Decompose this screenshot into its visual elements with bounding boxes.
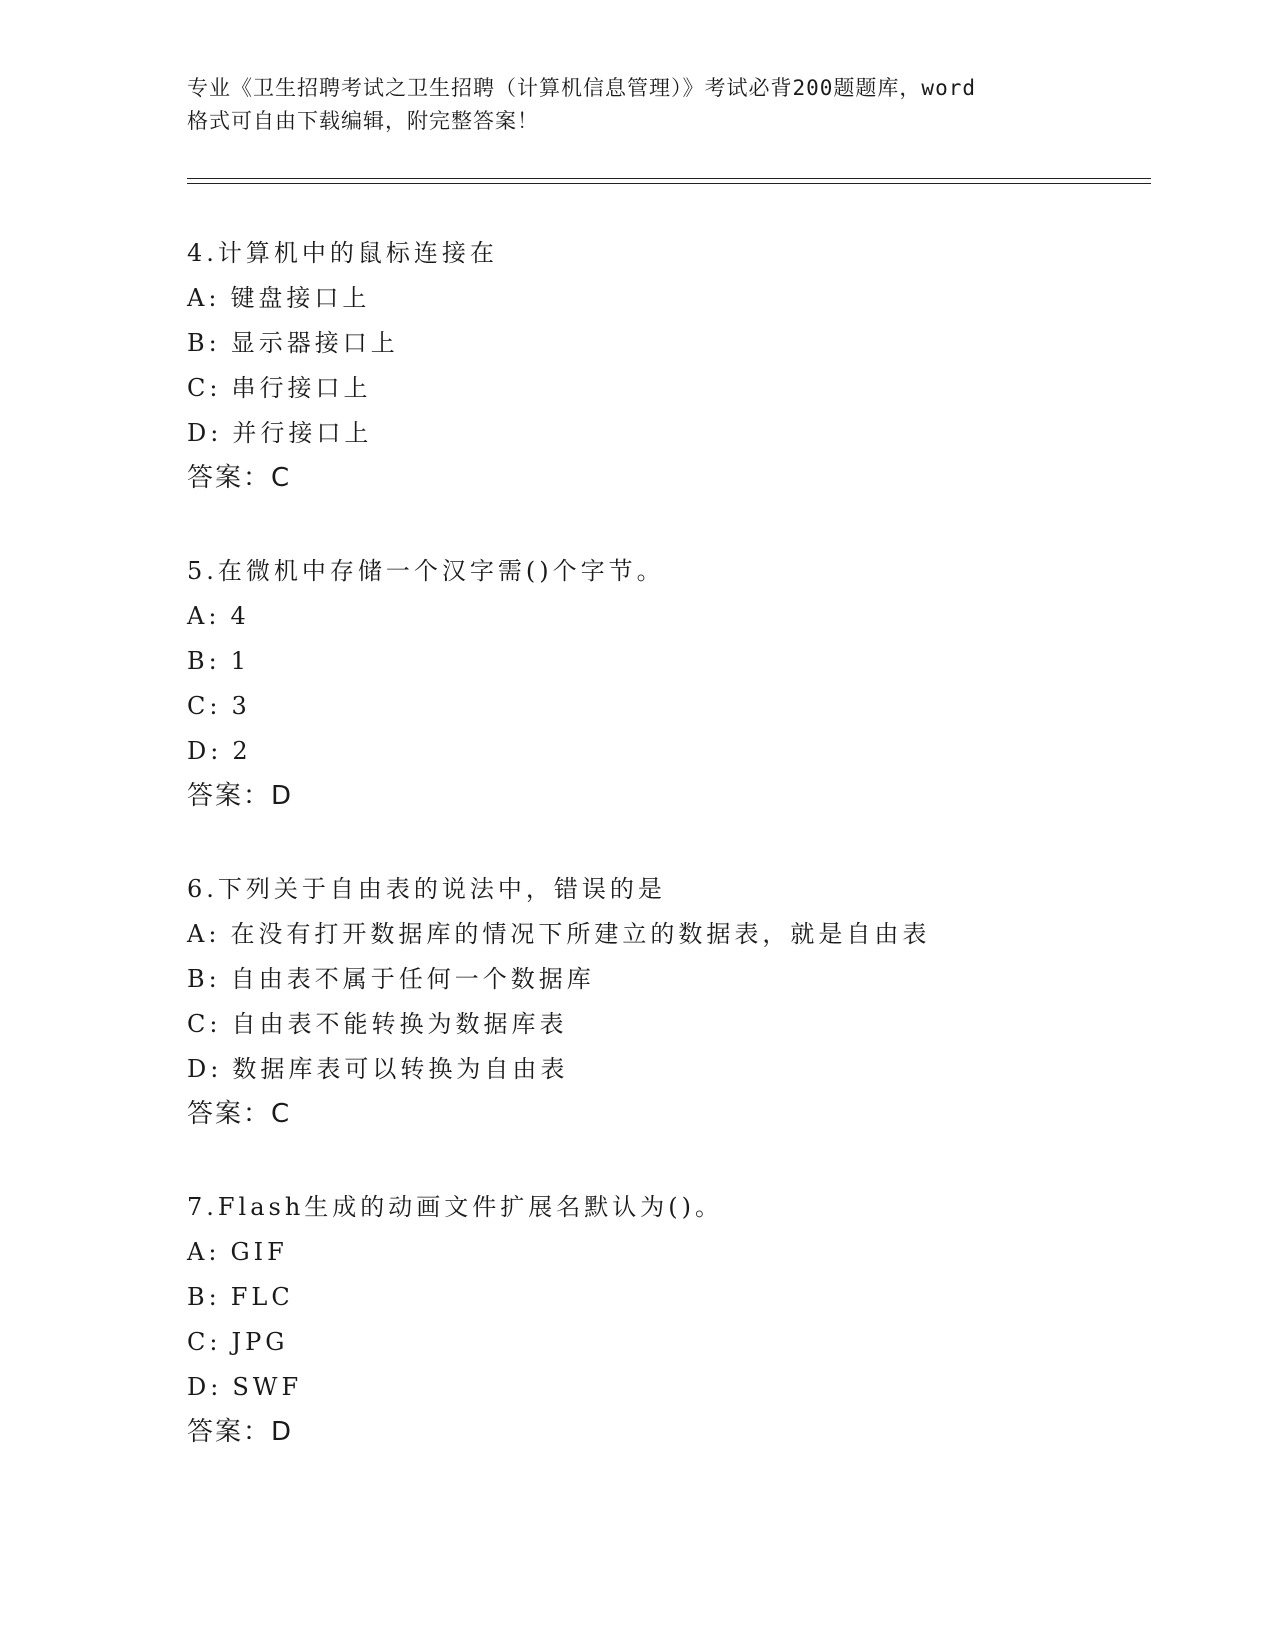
option-separator: : — [209, 374, 222, 402]
option-separator: : — [210, 1373, 223, 1401]
option-letter: C — [187, 374, 210, 402]
option-d — [187, 411, 1151, 456]
option-separator: : — [209, 1328, 222, 1356]
option-text: GIF — [230, 1238, 288, 1266]
option-text: 键盘接口上 — [230, 284, 371, 312]
option-letter: B — [187, 647, 209, 675]
option-separator: : — [209, 692, 222, 720]
option-letter: B — [187, 1283, 209, 1311]
option-separator: : — [209, 1010, 222, 1038]
question-stem: 4.计算机中的鼠标连接在 — [187, 239, 498, 267]
option-separator: : — [208, 329, 221, 357]
header-line-2: 格式可自由下载编辑，附完整答案！ — [187, 109, 539, 133]
option-separator: : — [208, 1283, 221, 1311]
option-separator: : — [210, 419, 223, 447]
option-separator: : — [208, 965, 221, 993]
question-4 — [187, 230, 1151, 501]
option-letter: D — [187, 1055, 211, 1083]
option-text: 2 — [232, 737, 252, 765]
option-c — [187, 1320, 1151, 1365]
option-text: 1 — [230, 647, 251, 675]
option-text: 数据库表可以转换为自由表 — [232, 1055, 569, 1083]
header-divider-top — [187, 178, 1151, 179]
option-letter: B — [187, 329, 209, 357]
question-6 — [187, 866, 1151, 1137]
answer-line: 答案：D — [187, 1417, 294, 1447]
option-letter: D — [187, 419, 211, 447]
option-letter: C — [187, 1328, 210, 1356]
question-7 — [187, 1184, 1151, 1455]
document-header — [187, 72, 1087, 138]
option-separator: : — [208, 647, 221, 675]
option-a — [187, 1230, 1151, 1275]
option-letter: A — [187, 920, 209, 948]
option-b — [187, 957, 1151, 1002]
option-text: SWF — [232, 1373, 303, 1401]
option-a — [187, 594, 1151, 639]
header-divider-bottom — [187, 183, 1151, 184]
question-stem: 7.Flash生成的动画文件扩展名默认为()。 — [187, 1193, 724, 1221]
option-text: 3 — [231, 692, 251, 720]
option-letter: C — [187, 1010, 210, 1038]
option-letter: D — [187, 737, 211, 765]
answer-line: 答案：C — [187, 463, 292, 493]
option-d — [187, 729, 1151, 774]
option-d — [187, 1365, 1151, 1410]
option-separator: : — [208, 920, 221, 948]
option-letter: C — [187, 692, 210, 720]
option-a — [187, 912, 1151, 957]
answer-line: 答案：C — [187, 1099, 292, 1129]
option-separator: : — [208, 284, 221, 312]
option-b — [187, 1275, 1151, 1320]
header-line-1: 专业《卫生招聘考试之卫生招聘（计算机信息管理）》考试必背200题题库，word — [187, 76, 976, 100]
option-letter: D — [187, 1373, 211, 1401]
option-separator: : — [208, 1238, 221, 1266]
option-letter: A — [187, 284, 209, 312]
option-d — [187, 1047, 1151, 1092]
option-text: 4 — [230, 602, 250, 630]
option-separator: : — [210, 737, 223, 765]
option-b — [187, 321, 1151, 366]
option-c — [187, 366, 1151, 411]
option-text: 并行接口上 — [232, 419, 373, 447]
option-text: FLC — [230, 1283, 294, 1311]
question-list — [187, 230, 1151, 1502]
option-letter: A — [187, 1238, 209, 1266]
option-c — [187, 684, 1151, 729]
option-text: 显示器接口上 — [230, 329, 399, 357]
option-separator: : — [208, 602, 221, 630]
question-5 — [187, 548, 1151, 819]
option-text: 自由表不能转换为数据库表 — [231, 1010, 568, 1038]
option-c — [187, 1002, 1151, 1047]
question-stem: 6.下列关于自由表的说法中，错误的是 — [187, 875, 666, 903]
option-text: JPG — [231, 1328, 289, 1356]
option-a — [187, 276, 1151, 321]
answer-line: 答案：D — [187, 781, 294, 811]
option-letter: A — [187, 602, 209, 630]
option-text: 自由表不属于任何一个数据库 — [230, 965, 595, 993]
option-separator: : — [210, 1055, 223, 1083]
option-letter: B — [187, 965, 209, 993]
option-text: 串行接口上 — [231, 374, 372, 402]
option-text: 在没有打开数据库的情况下所建立的数据表，就是自由表 — [230, 920, 931, 948]
option-b — [187, 639, 1151, 684]
question-stem: 5.在微机中存储一个汉字需()个字节。 — [187, 557, 665, 585]
